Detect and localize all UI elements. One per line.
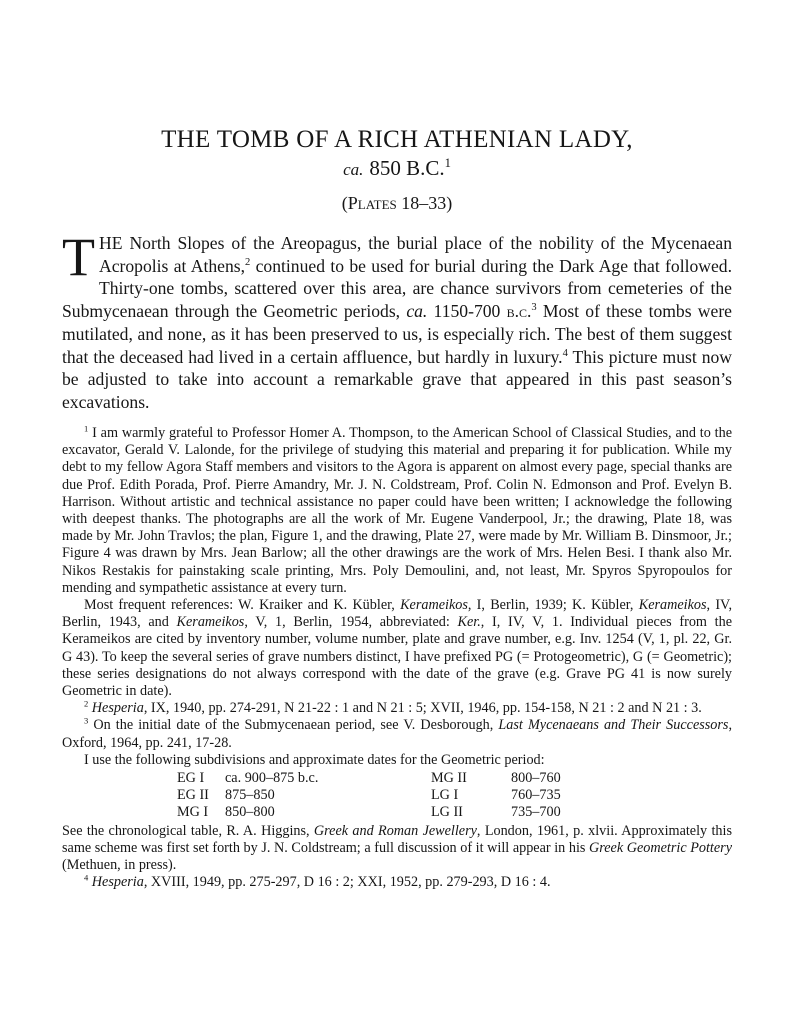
references-note xyxy=(62,597,732,700)
references-text-e: , I, IV, V, 1. Individual pieces from the Kerameikos are cited by inventory number, volume number, plate and grave number, e.g. Inv. 1254 (V, 1, pl. 22, Gr. G 43). To keep the several series of grave numbers distinct, I have prefixed PG (= Protogeometric), G (= Geometric); these series designations do not always correspond with the date of the grave (e.g. Grave PG 41 is now surely Geometric in date). xyxy=(62,614,732,700)
body-text-2: continued to be used for burial during the Dark Age that followed. Thirty-one tombs, scattered over this area, are chance survivors from cemeteries of the Submycenaean through the Geometric periods, xyxy=(62,255,732,322)
chronology-text-b: , London, 1961, p. xlvii. Approximately this same scheme was first set forth by J. N. Coldstream; a full discussion of it will appear in his xyxy=(62,822,732,856)
chronology-note xyxy=(62,823,732,875)
references-title-1: Kerameikos xyxy=(400,597,468,614)
body-text-5: This picture must now be adjusted to take into account a remarkable grave that appeared in this past season’s excavations. xyxy=(62,346,732,412)
references-text-b: , I, Berlin, 1939; K. Kübler, xyxy=(467,597,639,614)
footnote-ref-2[interactable]: 2 xyxy=(245,256,251,268)
footnote-1-text: I am warmly grateful to Professor Homer A. Thompson, to the American School of Classical Studies, and to the excavator, Gerald V. Lalonde, for the privilege of studying this material and preparing it for publication. While my debt to my fellow Agora Staff members and visitors to the Agora is apparent on almost every page, special thanks are due Prof. Edith Porada, Prof. Pierre Amandry, Mr. J. N. Coldstream, Prof. Colin N. Edmonson and Prof. Evelyn B. Harrison. Without artistic and technical assistance no paper could have been written; I acknowledge the following with deepest thanks. The photographs are all the work of Mr. Eugene Vanderpool, Jr.; the drawing, Plate 18, was made by Mr. John Travlos; the plan, Figure 1, and the drawing, Plate 27, were made by Mr. William B. Dinsmoor, Jr.; Figure 4 was drawn by Mrs. Jean Barlow; all the other drawings are the work of Mrs. Helen Besi. I thank also Mr. Nikos Restakis for painstaking scale printing, Mrs. Poly Demoulini, and, not least, Mr. Spyros Spyropoulos for mending and sympathetic assistance at every turn. xyxy=(62,425,732,596)
footnote-1-number: 1 xyxy=(84,423,89,434)
period-date: 760–735 xyxy=(511,787,561,804)
references-text-c: , IV, Berlin, 1943, and xyxy=(62,597,733,631)
footnote-3-number: 3 xyxy=(84,715,89,726)
period-date: 735–700 xyxy=(511,804,561,821)
references-title-3: Kerameikos xyxy=(176,614,245,631)
period-code: LG I xyxy=(431,787,459,804)
footnote-2-text: , IX, 1940, pp. 274-291, N 21-22 : 1 and N 21 : 5; XVII, 1946, pp. 154-158, N 21 : 2 and N 21 : 3. xyxy=(143,700,702,717)
references-text-a: Most frequent references: W. Kraiker and K. Kübler, xyxy=(84,597,401,614)
footnote-4-number: 4 xyxy=(84,872,89,883)
references-abbrev: Ker. xyxy=(457,614,481,631)
period-date: 875–850 xyxy=(225,787,275,804)
period-date: 850–800 xyxy=(225,804,275,821)
period-code: EG I xyxy=(177,770,205,787)
period-code: EG II xyxy=(177,787,209,804)
body-paragraph xyxy=(62,227,732,414)
footnote-ref-3[interactable]: 3 xyxy=(531,302,537,314)
drop-cap: T xyxy=(62,227,95,287)
footnotes xyxy=(62,425,732,891)
period-date: 800–760 xyxy=(511,770,561,787)
footnote-2-journal: Hesperia xyxy=(91,700,144,717)
chronology-text-c: (Methuen, in press). xyxy=(62,857,177,874)
chronology-text-a: See the chronological table, R. A. Higgins, xyxy=(62,822,314,839)
plates-reference xyxy=(62,193,732,214)
body-bc: b.c. xyxy=(506,301,532,322)
periods-table xyxy=(177,770,561,822)
footnote-2 xyxy=(62,700,732,717)
footnote-ref-1[interactable]: 1 xyxy=(444,156,451,170)
references-text-d: , V, 1, Berlin, 1954, abbreviated: xyxy=(244,614,458,631)
footnote-3-periods-intro: I use the following subdivisions and approximate dates for the Geometric period: xyxy=(84,751,545,768)
periods-row xyxy=(177,787,561,804)
footnote-4-journal: Hesperia xyxy=(91,874,144,891)
chronology-title-2: Greek Geometric Pottery xyxy=(589,839,732,856)
body-text-3: 1150-700 xyxy=(427,301,507,322)
article-title: THE TOMB OF A RICH ATHENIAN LADY, xyxy=(161,126,633,153)
chronology-title-1: Greek and Roman Jewellery xyxy=(313,822,477,839)
references-title-2: Kerameikos xyxy=(638,597,707,614)
footnote-3-text-a: On the initial date of the Submycenaean period, see V. Desborough, xyxy=(88,717,499,734)
date-text: 850 B.C. xyxy=(369,156,445,180)
period-code: LG II xyxy=(431,804,463,821)
periods-row xyxy=(177,770,561,787)
plates-text: (Plates 18–33) xyxy=(341,193,453,213)
body-text-4: Most of these tombs were mutilated, and none, as it has been preserved to us, is especially rich. The best of them suggest that the deceased had lived in a certain affluence, but hardly in luxury. xyxy=(62,301,732,367)
article-date xyxy=(62,156,732,181)
footnote-4 xyxy=(62,874,732,891)
circa-label: ca. xyxy=(343,160,364,179)
footnote-1 xyxy=(62,425,732,597)
period-code: MG I xyxy=(177,804,209,821)
footnote-4-text: , XVIII, 1949, pp. 275-297, D 16 : 2; XXI, 1952, pp. 279-293, D 16 : 4. xyxy=(143,874,551,891)
footnote-3-text-b: , Oxford, 1964, pp. 241, 17-28. xyxy=(62,717,732,751)
footnote-ref-4[interactable]: 4 xyxy=(562,347,568,359)
footnote-3 xyxy=(62,717,732,751)
periods-row xyxy=(177,804,561,821)
body-ca: ca. xyxy=(406,301,428,322)
footnote-3-title: Last Mycenaeans and Their Successors xyxy=(498,717,729,734)
period-code: MG II xyxy=(431,770,467,787)
footnote-2-number: 2 xyxy=(84,698,89,709)
body-text-1: HE North Slopes of the Areopagus, the burial place of the nobility of the Mycenaean Acropolis at Athens, xyxy=(99,233,732,276)
period-date: ca. 900–875 b.c. xyxy=(225,770,319,787)
